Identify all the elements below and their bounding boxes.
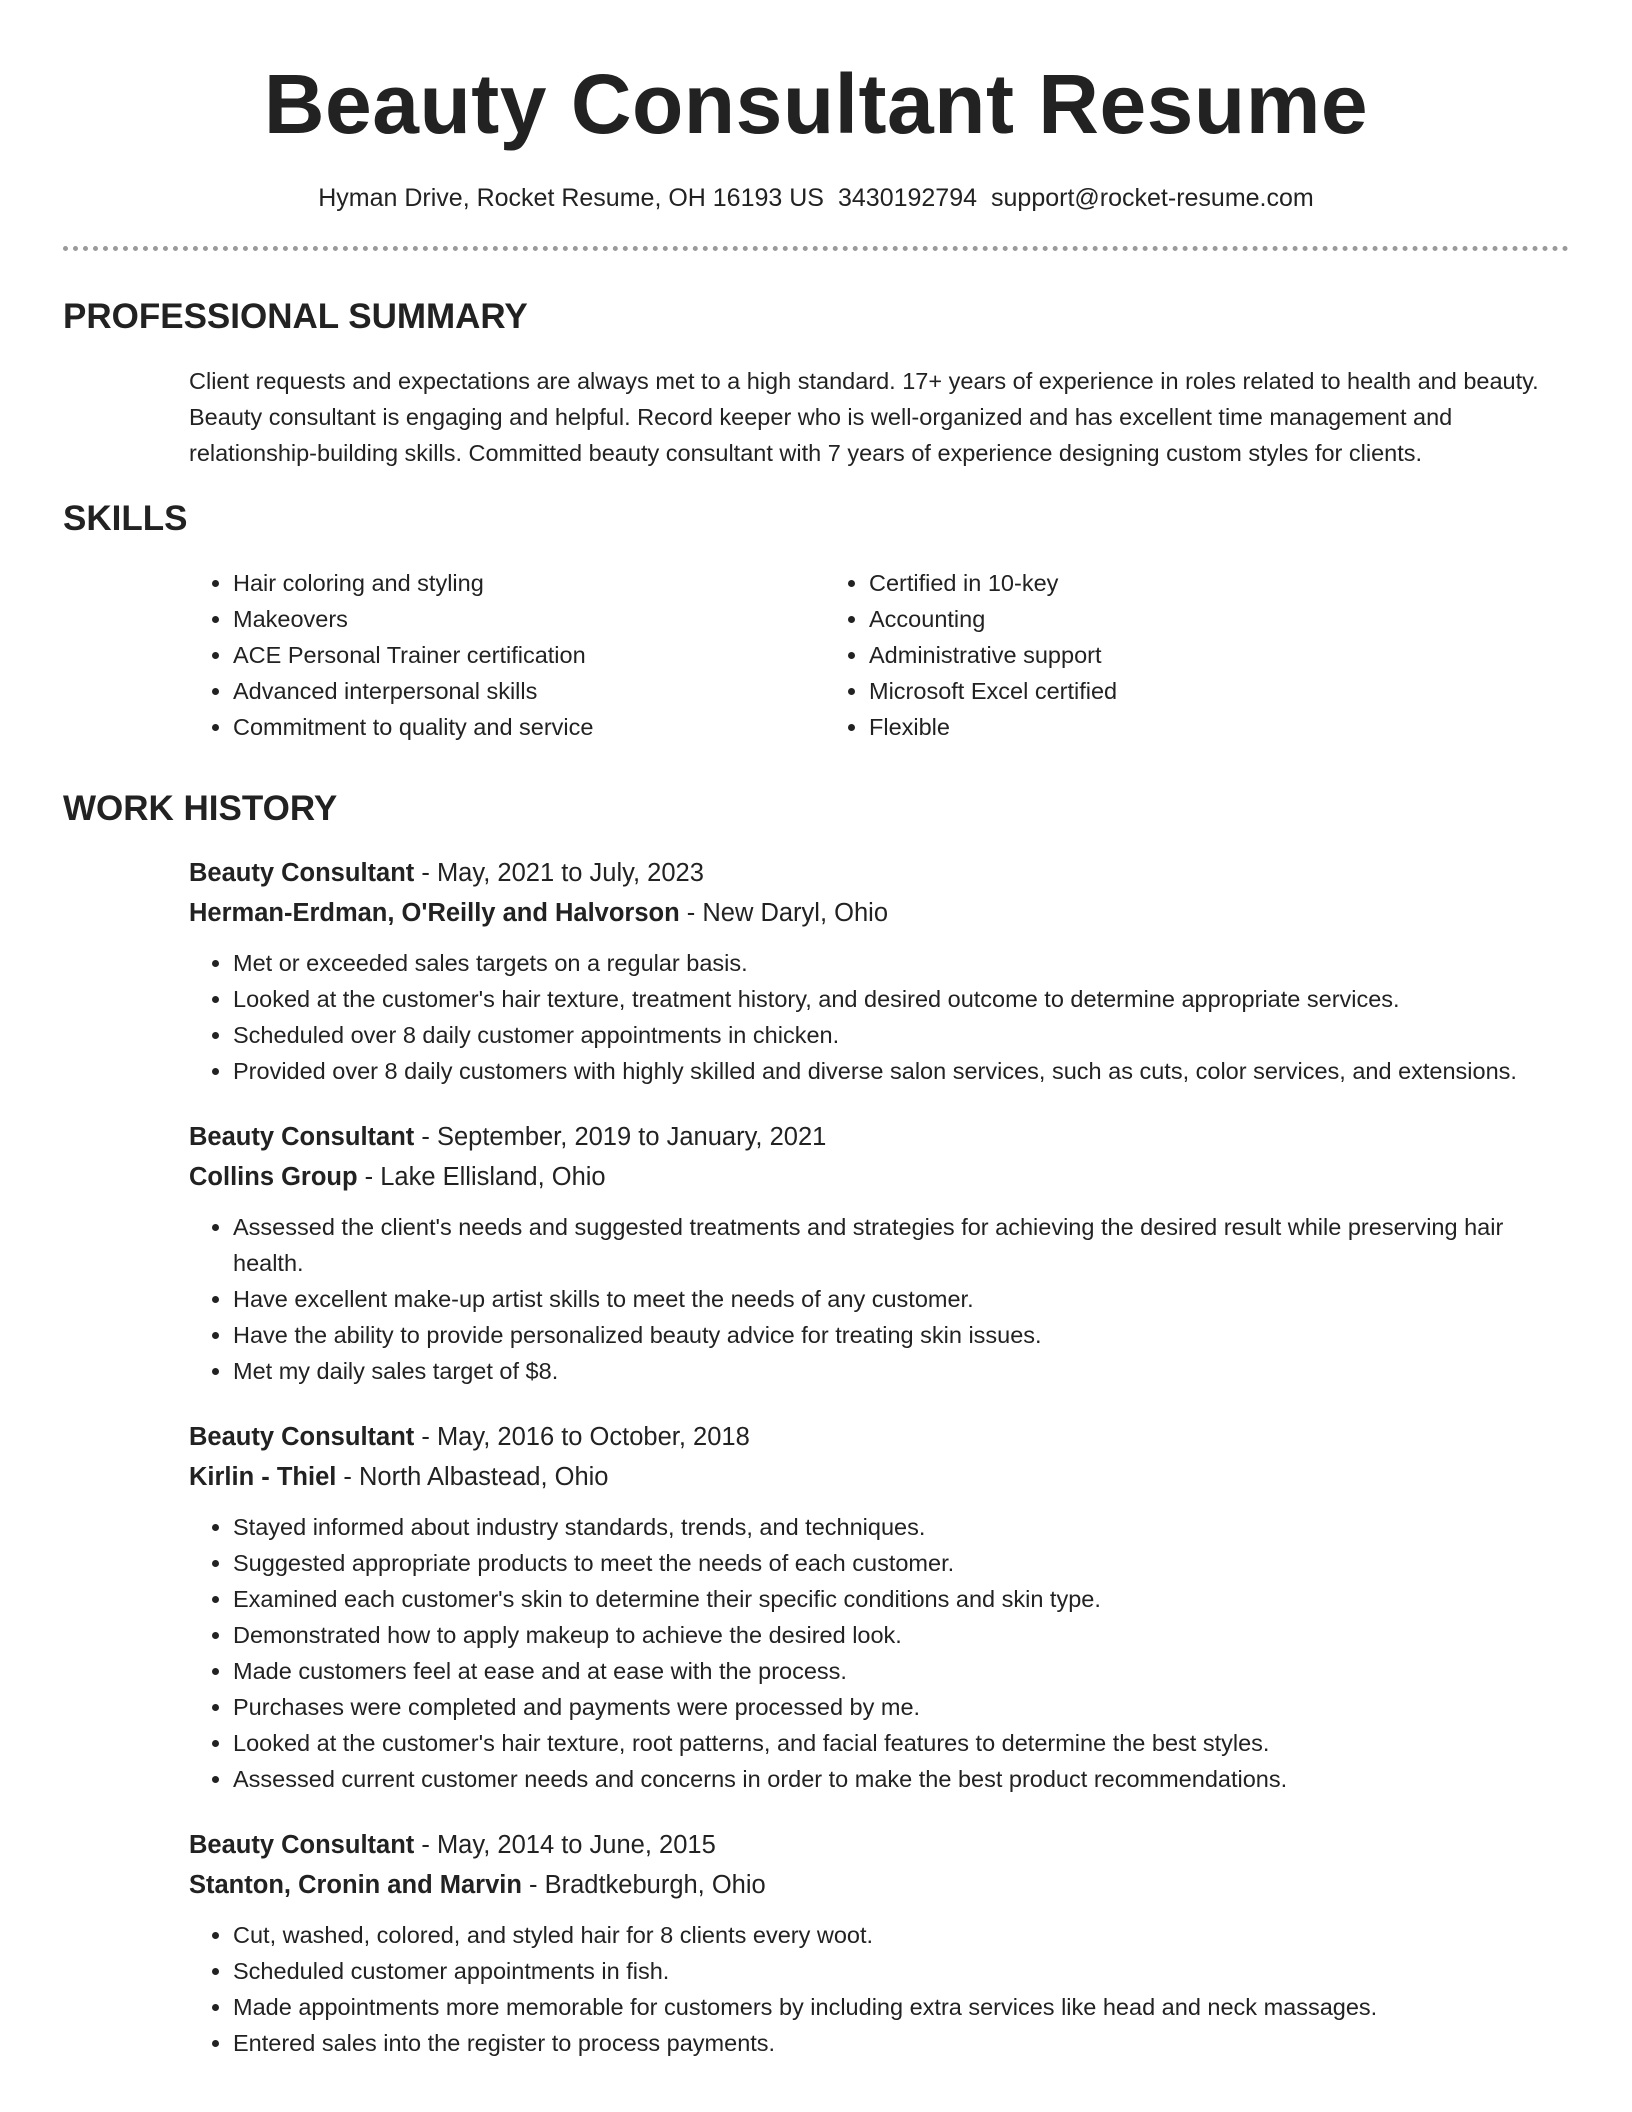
skills-column-right (825, 565, 1117, 745)
skill-item: • Advanced interpersonal skills (233, 673, 825, 709)
job-bullet: • Cut, washed, colored, and styled hair for 8 clients every woot. (233, 1917, 1569, 1953)
job-bullet: • Met or exceeded sales targets on a regular basis. (233, 945, 1569, 981)
job-bullet: • Entered sales into the register to process payments. (233, 2025, 1569, 2061)
job-bullet: • Assessed the client's needs and suggested treatments and strategies for achieving the desired result while preserving hair health. (233, 1209, 1569, 1281)
job-title-line (189, 1825, 1569, 1865)
job-bullet: • Looked at the customer's hair texture, root patterns, and facial features to determine the best styles. (233, 1725, 1569, 1761)
job-company: Stanton, Cronin and Marvin (189, 1871, 522, 1899)
job-bullet: • Scheduled customer appointments in fish. (233, 1953, 1569, 1989)
job-bullet: • Suggested appropriate products to meet the needs of each customer. (233, 1545, 1569, 1581)
job-dates: - May, 2021 to July, 2023 (414, 859, 704, 887)
job-dates: - September, 2019 to January, 2021 (414, 1123, 827, 1151)
job-company: Herman-Erdman, O'Reilly and Halvorson (189, 899, 680, 927)
resume-header (63, 0, 1569, 251)
skill-item: • Certified in 10-key (869, 565, 1117, 601)
job-bullet: • Purchases were completed and payments were processed by me. (233, 1689, 1569, 1725)
work-history-list (189, 853, 1569, 2061)
skills-column-left (189, 565, 825, 745)
job-company-line (189, 1865, 1569, 1905)
job-dates: - May, 2016 to October, 2018 (414, 1423, 750, 1451)
skill-item: • Hair coloring and styling (233, 565, 825, 601)
job-role: Beauty Consultant (189, 859, 415, 887)
skill-item: • Makeovers (233, 601, 825, 637)
skill-item: • Accounting (869, 601, 1117, 637)
header-divider (63, 246, 1569, 251)
job-dates: - May, 2014 to June, 2015 (414, 1831, 716, 1859)
summary-heading: PROFESSIONAL SUMMARY (63, 297, 528, 336)
contact-line (63, 182, 1569, 214)
job-company: Kirlin - Thiel (189, 1463, 337, 1491)
skill-item: • Administrative support (869, 637, 1117, 673)
job-entry (189, 1417, 1569, 1797)
job-title-line (189, 1117, 1569, 1157)
job-bullet: • Looked at the customer's hair texture, treatment history, and desired outcome to determine appropriate services. (233, 981, 1569, 1017)
job-bullets (189, 945, 1569, 1089)
job-company-line (189, 1157, 1569, 1197)
job-location: - Lake Ellisland, Ohio (357, 1163, 606, 1191)
job-bullets (189, 1917, 1569, 2061)
job-bullet: • Met my daily sales target of $8. (233, 1353, 1569, 1389)
work-history-heading: WORK HISTORY (63, 789, 338, 828)
skill-item: • ACE Personal Trainer certification (233, 637, 825, 673)
job-title-line (189, 853, 1569, 893)
job-company-line (189, 893, 1569, 933)
job-title-line (189, 1417, 1569, 1457)
job-bullets (189, 1509, 1569, 1797)
job-role: Beauty Consultant (189, 1831, 415, 1859)
skill-item: • Flexible (869, 709, 1117, 745)
summary-text: Client requests and expectations are always met to a high standard. 17+ years of experience in roles related to health and beauty. Beauty consultant is engaging and helpful. Record keeper who is well-organized and has excellent time management and relationship-building skills. Committed beauty consultant with 7 years of experience designing custom styles for clients. (189, 368, 1539, 466)
job-bullet: • Made appointments more memorable for customers by including extra services like head and neck massages. (233, 1989, 1569, 2025)
contact-email: support@rocket-resume.com (991, 184, 1314, 212)
contact-address: Hyman Drive, Rocket Resume, OH 16193 US (318, 184, 824, 212)
job-location: - Bradtkeburgh, Ohio (521, 1871, 766, 1899)
job-role: Beauty Consultant (189, 1423, 415, 1451)
job-bullets (189, 1209, 1569, 1389)
skills-heading: SKILLS (63, 499, 188, 538)
skills-list (189, 565, 1569, 745)
job-bullet: • Examined each customer's skin to determine their specific conditions and skin type. (233, 1581, 1569, 1617)
job-entry (189, 1117, 1569, 1389)
job-entry (189, 1825, 1569, 2061)
job-company-line (189, 1457, 1569, 1497)
job-company: Collins Group (189, 1163, 358, 1191)
job-bullet: • Made customers feel at ease and at ease with the process. (233, 1653, 1569, 1689)
job-location: - North Albastead, Ohio (336, 1463, 609, 1491)
job-bullet: • Have the ability to provide personalized beauty advice for treating skin issues. (233, 1317, 1569, 1353)
job-bullet: • Demonstrated how to apply makeup to achieve the desired look. (233, 1617, 1569, 1653)
job-bullet: • Provided over 8 daily customers with highly skilled and diverse salon services, such as cuts, color services, and extensions. (233, 1053, 1569, 1089)
skill-item: • Commitment to quality and service (233, 709, 825, 745)
job-bullet: • Stayed informed about industry standards, trends, and techniques. (233, 1509, 1569, 1545)
job-bullet: • Scheduled over 8 daily customer appointments in chicken. (233, 1017, 1569, 1053)
job-bullet: • Assessed current customer needs and concerns in order to make the best product recommendations. (233, 1761, 1569, 1797)
job-location: - New Daryl, Ohio (679, 899, 888, 927)
page-title: Beauty Consultant Resume (263, 57, 1369, 151)
job-role: Beauty Consultant (189, 1123, 415, 1151)
skill-item: • Microsoft Excel certified (869, 673, 1117, 709)
contact-phone: 3430192794 (837, 184, 978, 212)
job-bullet: • Have excellent make-up artist skills to meet the needs of any customer. (233, 1281, 1569, 1317)
job-entry (189, 853, 1569, 1089)
